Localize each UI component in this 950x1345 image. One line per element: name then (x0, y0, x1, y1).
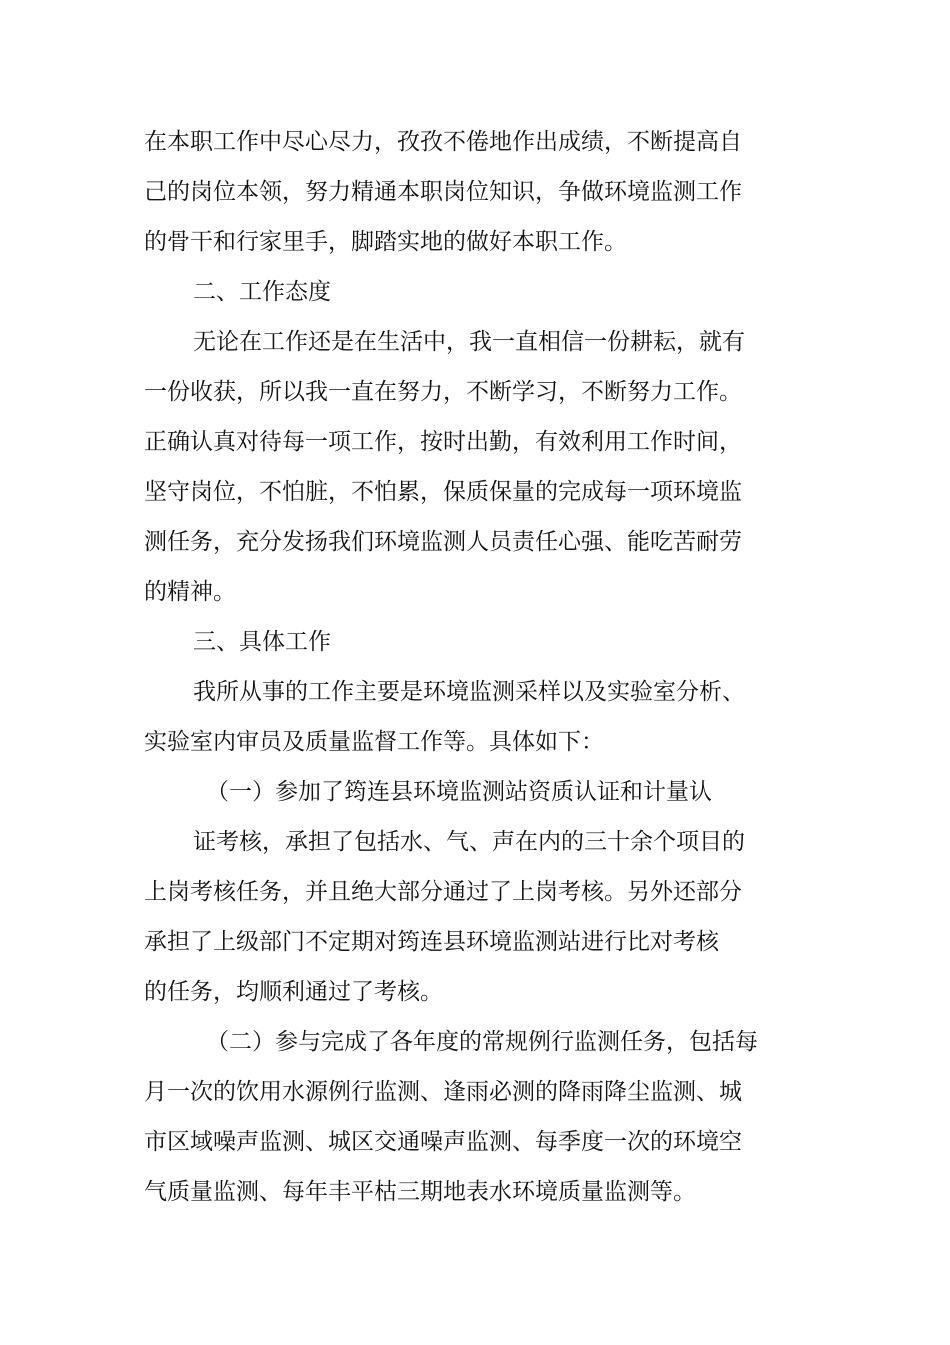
list-item-heading: （一）参加了筠连县环境监测站资质认证和计量认 (206, 779, 712, 805)
body-line: 的任务，均顺利通过了考核。 (144, 979, 443, 1005)
section-heading: 二、工作态度 (193, 279, 331, 305)
body-line: 一份收获，所以我一直在努力，不断学习，不断努力工作。 (144, 379, 742, 405)
body-line: 实验室内审员及质量监督工作等。具体如下： (144, 729, 604, 755)
body-line: 上岗考核任务，并且绝大部分通过了上岗考核。另外还部分 (144, 879, 742, 905)
body-line: 正确认真对待每一项工作，按时出勤，有效利用工作时间， (144, 429, 742, 455)
body-line: 气质量监测、每年丰平枯三期地表水环境质量监测等。 (144, 1179, 696, 1205)
body-line: 月一次的饮用水源例行监测、逢雨必测的降雨降尘监测、城 (144, 1079, 742, 1105)
body-line: 己的岗位本领，努力精通本职岗位知识，争做环境监测工作 (144, 179, 742, 205)
section-heading: 三、具体工作 (193, 629, 331, 655)
paragraph-start: 我所从事的工作主要是环境监测采样以及实验室分析、 (193, 679, 745, 705)
body-line: 的骨干和行家里手，脚踏实地的做好本职工作。 (144, 229, 627, 255)
body-line: 在本职工作中尽心尽力，孜孜不倦地作出成绩，不断提高自 (144, 129, 742, 155)
body-line: 市区域噪声监测、城区交通噪声监测、每季度一次的环境空 (144, 1129, 742, 1155)
body-line: 的精神。 (144, 579, 236, 605)
body-line: 证考核，承担了包括水、气、声在内的三十余个项目的 (193, 829, 745, 855)
body-line: 坚守岗位，不怕脏，不怕累，保质保量的完成每一项环境监 (144, 479, 742, 505)
body-line: 承担了上级部门不定期对筠连县环境监测站进行比对考核 (144, 929, 719, 955)
paragraph-start: 无论在工作还是在生活中，我一直相信一份耕耘，就有 (193, 329, 745, 355)
body-line: 测任务，充分发扬我们环境监测人员责任心强、能吃苦耐劳 (144, 529, 742, 555)
list-item-heading: （二）参与完成了各年度的常规例行监测任务，包括每 (206, 1029, 758, 1055)
